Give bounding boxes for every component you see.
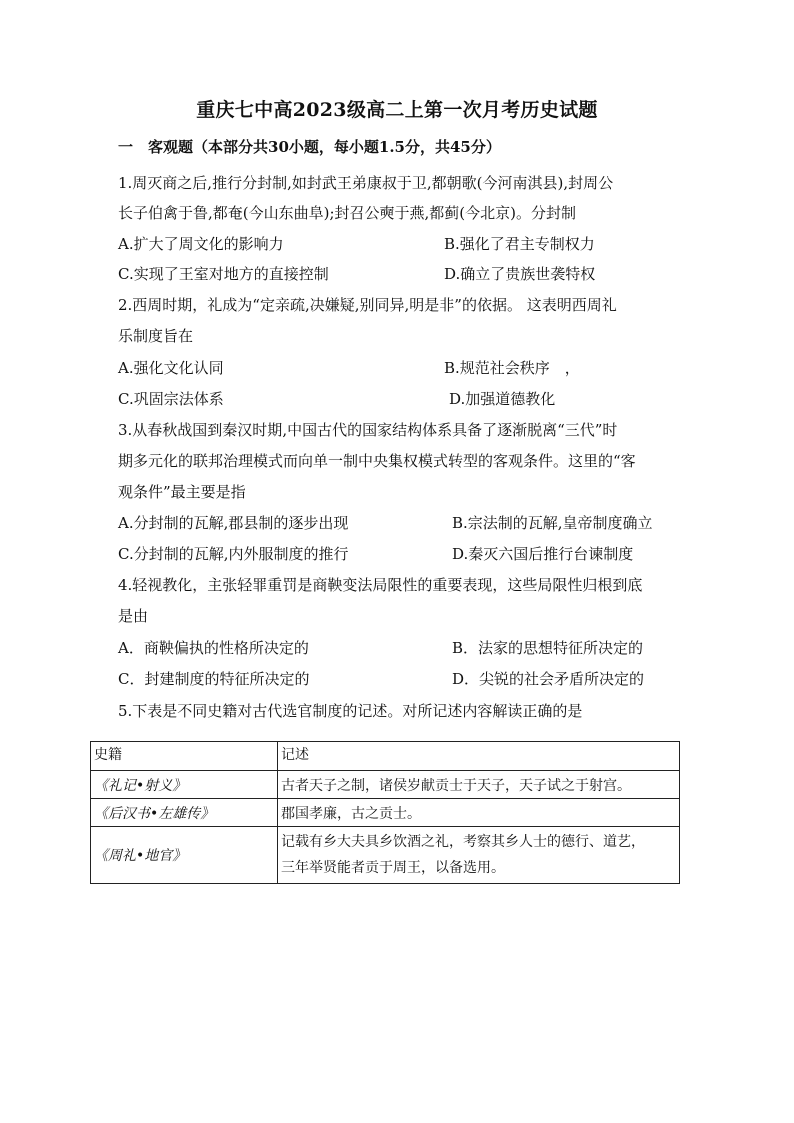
question-4-option-d: D．尖锐的社会矛盾所决定的 [452, 670, 645, 688]
question-4-option-c: C．封建制度的特征所决定的 [118, 670, 310, 688]
table-cell-record: 郡国孝廉，古之贡士。 [278, 799, 680, 827]
table-cell-source: 《后汉书•左雄传》 [91, 799, 278, 827]
table-row [91, 799, 680, 827]
question-2-line-1: 2.西周时期，礼成为“定亲疏,决嫌疑,别同异,明是非”的依据。 这表明西周礼 [118, 296, 617, 314]
question-3-option-d: D.秦灭六国后推行台谏制度 [452, 545, 634, 563]
table-header-row [91, 742, 680, 771]
question-3-line-3: 观条件”最主要是指 [118, 483, 246, 501]
section-heading: 一 客观题（本部分共30小题，每小题1.5分，共45分） [118, 138, 501, 156]
history-records-table [90, 741, 680, 884]
question-3-option-c: C.分封制的瓦解,内外服制度的推行 [118, 545, 349, 563]
question-5-line-1: 5.下表是不同史籍对古代选官制度的记述。对所记述内容解读正确的是 [118, 702, 583, 720]
question-2-line-2: 乐制度旨在 [118, 327, 194, 345]
question-1-line-2: 长子伯禽于鲁,都奄(今山东曲阜);封召公奭于燕,都蓟(今北京)。分封制 [118, 204, 577, 222]
table-header-record: 记述 [278, 742, 680, 771]
question-1-line-1: 1.周灭商之后,推行分封制,如封武王弟康叔于卫,都朝歌(今河南淇县),封周公 [118, 174, 614, 192]
question-2-option-d: D.加强道德教化 [449, 390, 556, 408]
question-4-line-2: 是由 [118, 607, 149, 625]
question-1-option-a: A.扩大了周文化的影响力 [118, 235, 284, 253]
question-3-option-a: A.分封制的瓦解,郡县制的逐步出现 [118, 514, 349, 532]
question-4-option-a: A．商鞅偏执的性格所决定的 [118, 639, 309, 657]
question-3-line-1: 3.从春秋战国到秦汉时期,中国古代的国家结构体系具备了逐渐脱离“三代”时 [118, 421, 618, 439]
question-1-option-c: C.实现了王室对地方的直接控制 [118, 265, 329, 283]
question-2-option-b: B.规范社会秩序 ， [444, 359, 580, 377]
question-3-line-2: 期多元化的联邦治理模式而向单一制中央集权模式转型的客观条件。这里的“客 [118, 452, 636, 470]
page-title: 重庆七中高2023级高二上第一次月考历史试题 [196, 99, 598, 121]
table-row [91, 827, 680, 884]
question-2-option-a: A.强化文化认同 [118, 359, 224, 377]
table-cell-source: 《礼记•射义》 [91, 771, 278, 799]
question-4-option-b: B．法家的思想特征所决定的 [452, 639, 644, 657]
question-4-line-1: 4.轻视教化，主张轻罪重罚是商鞅变法局限性的重要表现，这些局限性归根到底 [118, 576, 643, 594]
table-cell-record-line-1: 记载有乡大夫具乡饮酒之礼，考察其乡人士的德行、道艺， [281, 834, 645, 850]
question-1-option-d: D.确立了贵族世袭特权 [444, 265, 596, 283]
table-cell-record [278, 827, 680, 884]
table-cell-source: 《周礼•地官》 [91, 827, 278, 884]
table-row [91, 771, 680, 799]
question-2-option-c: C.巩固宗法体系 [118, 390, 224, 408]
table-cell-record-line-2: 三年举贤能者贡于周王，以备选用。 [281, 860, 505, 876]
table-cell-record: 古者天子之制，诸侯岁献贡士于天子，天子试之于射宫。 [278, 771, 680, 799]
table-header-source: 史籍 [91, 742, 278, 771]
question-3-option-b: B.宗法制的瓦解,皇帝制度确立 [452, 514, 653, 532]
question-1-option-b: B.强化了君主专制权力 [444, 235, 595, 253]
